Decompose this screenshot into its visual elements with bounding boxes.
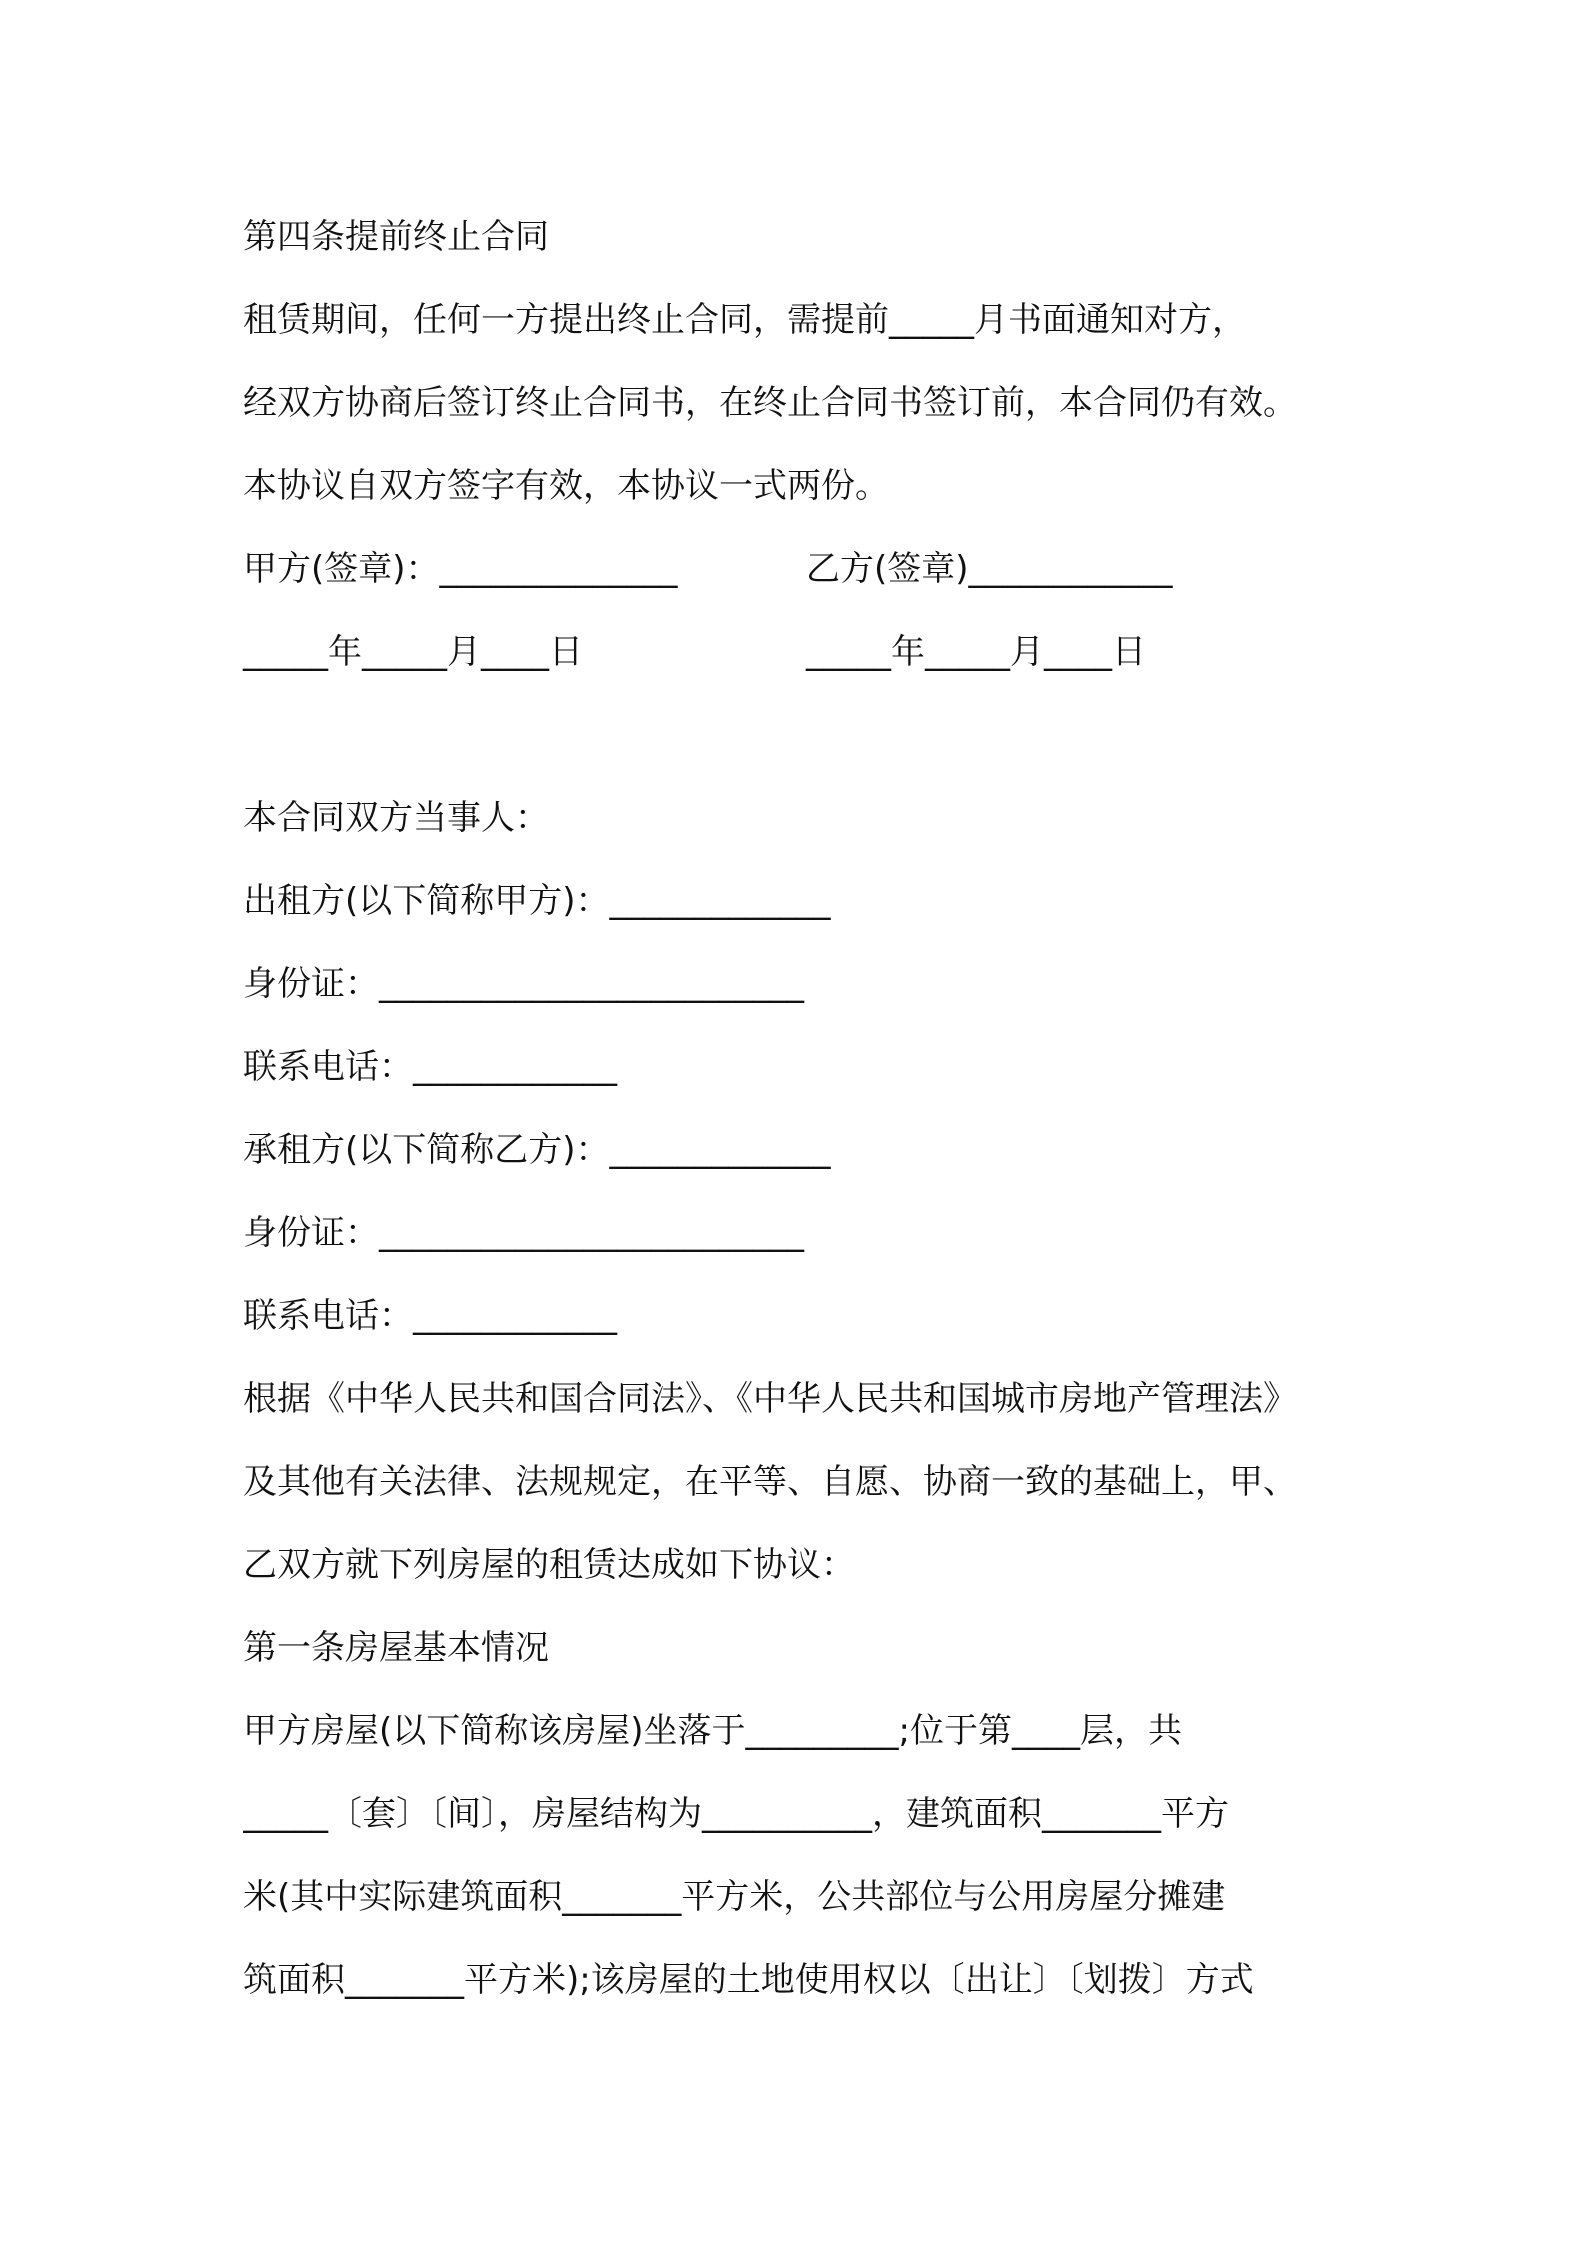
party-b-signature: 乙方(签章)____________ [806,549,1173,589]
party-a-signature: 甲方(签章)：______________ [243,549,678,589]
lessee-id-field: 身份证：_________________________ [243,1213,804,1253]
paragraph-line: 筑面积_______平方米);该房屋的土地使用权以〔出让〕〔划拨〕方式 [243,1960,1254,2000]
paragraph-line: 乙双方就下列房屋的租赁达成如下协议： [243,1545,855,1585]
lessee-phone-field: 联系电话：____________ [243,1296,617,1336]
paragraph-line: 本协议自双方签字有效，本协议一式两份。 [243,466,889,506]
paragraph-line: 租赁期间，任何一方提出终止合同，需提前_____月书面通知对方， [243,300,1246,340]
parties-heading: 本合同双方当事人： [243,798,549,838]
document-body [243,196,1363,2022]
lessor-id-field: 身份证：_________________________ [243,964,804,1004]
party-b-date: _____年_____月____日 [806,632,1146,672]
paragraph-line: 米(其中实际建筑面积_______平方米，公共部位与公用房屋分摊建 [243,1877,1226,1917]
paragraph-line: _____〔套〕〔间〕，房屋结构为__________，建筑面积_______平方 [243,1794,1229,1834]
signature-row [243,528,1363,611]
blank-spacer [243,694,1363,777]
paragraph-line: 及其他有关法律、法规规定，在平等、自愿、协商一致的基础上，甲、 [243,1462,1297,1502]
heading-article-1: 第一条房屋基本情况 [243,1628,549,1668]
paragraph-line: 甲方房屋(以下简称该房屋)坐落于_________;位于第____层，共 [243,1711,1182,1751]
paragraph-line: 经双方协商后签订终止合同书，在终止合同书签订前，本合同仍有效。 [243,383,1297,423]
date-row [243,611,1363,694]
lessor-phone-field: 联系电话：____________ [243,1047,617,1087]
lessor-field: 出租方(以下简称甲方)：_____________ [243,881,831,921]
party-a-date: _____年_____月____日 [243,632,583,672]
lessee-field: 承租方(以下简称乙方)：_____________ [243,1130,831,1170]
heading-article-4: 第四条提前终止合同 [243,217,549,257]
paragraph-line: 根据《中华人民共和国合同法》、《中华人民共和国城市房地产管理法》 [243,1379,1297,1419]
